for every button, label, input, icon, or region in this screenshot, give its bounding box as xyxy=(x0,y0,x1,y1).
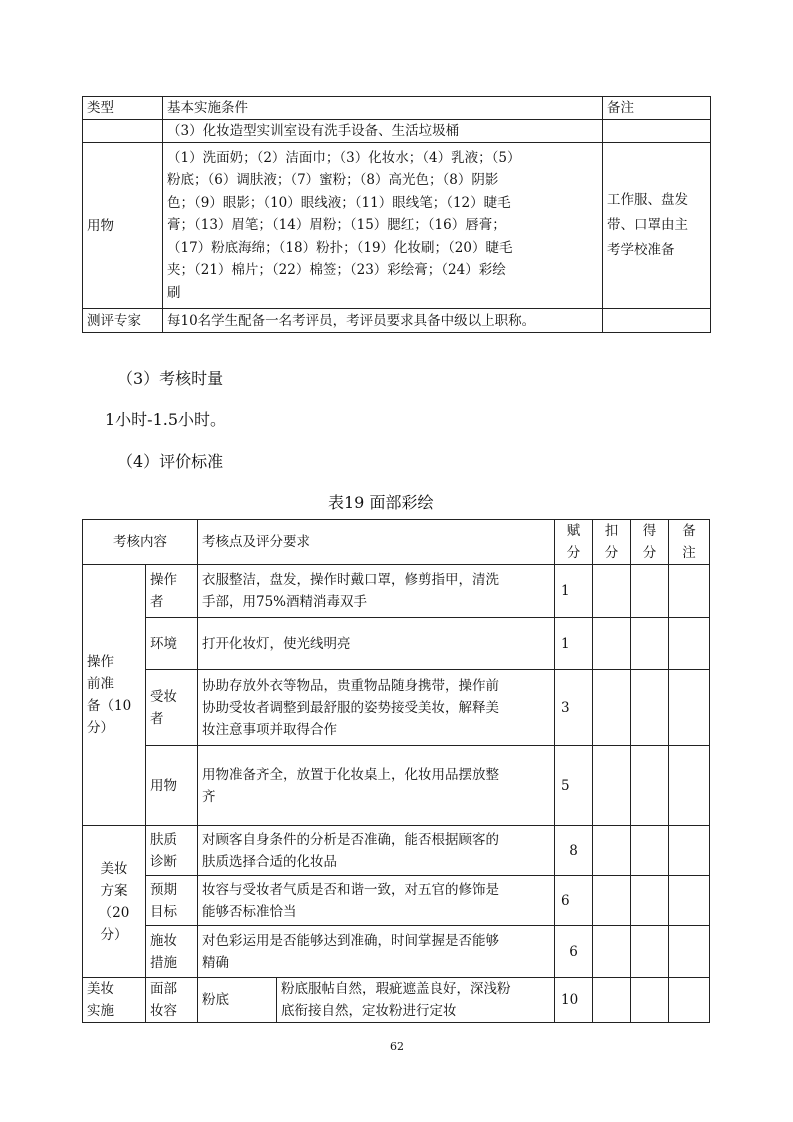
note-cell xyxy=(669,618,710,670)
type-cell: 测评专家 xyxy=(83,309,163,333)
sub-label-line: 妆容 xyxy=(150,1003,177,1019)
note-line: 考学校准备 xyxy=(607,242,675,258)
criteria-cell xyxy=(198,876,555,926)
items-line: 粉底；（6）调肤液；（7）蜜粉；（8）高光色；（8）阴影 xyxy=(167,172,499,189)
header-score xyxy=(555,520,593,565)
group-label-line: 分） xyxy=(87,720,114,736)
criteria-line: 齐 xyxy=(202,788,216,805)
group-label xyxy=(83,826,146,978)
header-note-line: 注 xyxy=(682,545,696,561)
table-row xyxy=(83,120,711,143)
criteria-line: 手部，用75%酒精消毒双手 xyxy=(202,594,368,610)
note-cell xyxy=(669,978,710,1023)
items-line: 刷 xyxy=(167,284,181,301)
group-label-line: 分） xyxy=(100,926,128,943)
header-notes: 备注 xyxy=(603,97,711,120)
table-row xyxy=(83,618,710,670)
header-got xyxy=(631,520,669,565)
criteria-line: 粉底服帖自然，瑕疵遮盖良好，深浅粉 xyxy=(281,981,511,997)
criteria-line: 衣服整洁，盘发，操作时戴口罩，修剪指甲，清洗 xyxy=(202,572,499,588)
sub-label-line: 用物 xyxy=(150,777,177,794)
items-list-cell xyxy=(163,143,603,309)
deduct-cell xyxy=(593,565,631,618)
group-label-line: 美妆 xyxy=(100,860,128,877)
page-number: 62 xyxy=(390,1040,404,1053)
header-score-line: 分 xyxy=(566,545,581,561)
got-cell xyxy=(631,876,669,926)
criteria-cell xyxy=(198,565,555,618)
header-note-line: 备 xyxy=(682,523,696,539)
sub-label xyxy=(146,978,198,1023)
deduct-cell xyxy=(593,876,631,926)
score-cell: 3 xyxy=(555,670,593,746)
sub-label-line: 施妆 xyxy=(150,932,177,949)
criteria-line: 对顾客自身条件的分析是否准确，能否根据顾客的 xyxy=(202,831,499,848)
group-label-line: 美妆 xyxy=(87,981,114,997)
table-row xyxy=(83,978,710,1023)
criteria-cell xyxy=(277,978,555,1023)
table-row xyxy=(83,826,710,876)
items-line: 膏；（13）眉笔；（14）眉粉；（15）腮红；（16）唇膏； xyxy=(167,217,506,234)
header-type: 类型 xyxy=(83,97,163,120)
group-label xyxy=(83,978,146,1023)
header-deduct xyxy=(593,520,631,565)
criteria-line: 能够否标准恰当 xyxy=(202,903,297,920)
items-note-cell xyxy=(603,143,711,309)
header-deduct-line: 分 xyxy=(604,545,619,561)
conditions-table xyxy=(82,96,711,333)
type-cell xyxy=(83,120,163,143)
header-score-line: 赋 xyxy=(566,523,581,539)
note-cell xyxy=(669,565,710,618)
score-cell: 10 xyxy=(555,978,593,1023)
section-heading-eval: （4）评价标准 xyxy=(117,452,224,471)
got-cell xyxy=(631,746,669,826)
sub-label-line: 者 xyxy=(150,594,164,610)
items-line: 色；（9）眼影；（10）眼线液；（11）眼线笔；（12）睫毛 xyxy=(167,194,511,211)
header-conditions: 基本实施条件 xyxy=(163,97,603,120)
group-label-line: 实施 xyxy=(87,1003,114,1019)
deduct-cell xyxy=(593,926,631,978)
sub-label-line: 预期 xyxy=(150,881,177,898)
table-row xyxy=(83,143,711,309)
sub-label-line: 环境 xyxy=(150,635,177,652)
score-cell: 1 xyxy=(555,565,593,618)
sub-label-line: 措施 xyxy=(150,954,177,971)
group-label-line: 操作 xyxy=(87,654,114,670)
got-cell xyxy=(631,565,669,618)
table-caption: 表19 面部彩绘 xyxy=(328,493,434,512)
group-label-line: 方案 xyxy=(100,882,128,899)
deduct-cell xyxy=(593,826,631,876)
items-line: 夹；（21）棉片；（22）棉签；（23）彩绘膏；（24）彩绘 xyxy=(167,262,506,279)
table-row xyxy=(83,876,710,926)
sub-label-line: 诊断 xyxy=(150,853,177,870)
table-row xyxy=(83,746,710,826)
criteria-line: 肤质选择合适的化妆品 xyxy=(202,853,337,870)
header-points: 考核点及评分要求 xyxy=(198,520,555,565)
sub-label-line: 操作 xyxy=(150,572,177,588)
header-got-line: 分 xyxy=(642,545,657,561)
type-cell: 用物 xyxy=(83,143,163,309)
score-cell: 6 xyxy=(555,876,593,926)
score-cell: 8 xyxy=(555,826,593,876)
note-cell xyxy=(669,826,710,876)
criteria-cell xyxy=(198,670,555,746)
criteria-line: 对色彩运用是否能够达到准确，时间掌握是否能够 xyxy=(202,932,499,949)
criteria-cell xyxy=(198,746,555,826)
table-row xyxy=(83,926,710,978)
criteria-line: 协助受妆者调整到最舒服的姿势接受美妆，解释美 xyxy=(202,699,499,716)
sub-label-line: 受妆 xyxy=(150,688,177,705)
notes-cell xyxy=(603,309,711,333)
group-label-line: 前准 xyxy=(87,676,114,692)
sub-label-line: 目标 xyxy=(150,903,177,920)
items-line: （17）粉底海绵；（18）粉扑；（19）化妆刷；（20）睫毛 xyxy=(167,239,513,256)
criteria-line: 协助存放外衣等物品，贵重物品随身携带，操作前 xyxy=(202,677,499,694)
criteria-line: 用物准备齐全，放置于化妆桌上，化妆用品摆放整 xyxy=(202,766,499,783)
notes-cell xyxy=(603,120,711,143)
sub-label-line: 肤质 xyxy=(150,831,177,848)
table-row xyxy=(83,565,710,618)
note-cell xyxy=(669,746,710,826)
group-label xyxy=(83,565,146,826)
criteria-line: 打开化妆灯，使光线明亮 xyxy=(202,635,351,652)
sub-label-line: 者 xyxy=(150,710,164,727)
header-got-line: 得 xyxy=(642,523,657,539)
sub-label xyxy=(146,876,198,926)
sub-label xyxy=(146,670,198,746)
time-text: 1小时-1.5小时。 xyxy=(105,410,227,429)
sub-label xyxy=(146,565,198,618)
section-heading-time: （3）考核时量 xyxy=(117,369,224,388)
header-deduct-line: 扣 xyxy=(604,523,619,539)
table-row xyxy=(83,309,711,333)
table-header-row xyxy=(83,520,710,565)
score-cell: 5 xyxy=(555,746,593,826)
deduct-cell xyxy=(593,618,631,670)
criteria-cell xyxy=(198,618,555,670)
note-cell xyxy=(669,876,710,926)
header-content: 考核内容 xyxy=(83,520,198,565)
sub-label xyxy=(146,926,198,978)
header-note xyxy=(669,520,710,565)
criteria-line: 妆容与受妆者气质是否和谐一致，对五官的修饰是 xyxy=(202,881,499,898)
sub-label xyxy=(146,746,198,826)
note-cell xyxy=(669,670,710,746)
got-cell xyxy=(631,978,669,1023)
criteria-cell xyxy=(198,826,555,876)
expert-cell: 每10名学生配备一名考评员，考评员要求具备中级以上职称。 xyxy=(163,309,603,333)
got-cell xyxy=(631,926,669,978)
criteria-line: 妆注意事项并取得合作 xyxy=(202,721,337,738)
note-line: 工作服、盘发 xyxy=(607,192,688,208)
group-label-line: （20 xyxy=(98,904,130,921)
deduct-cell xyxy=(593,746,631,826)
sub-label xyxy=(146,618,198,670)
score-cell: 6 xyxy=(555,926,593,978)
sub-label-line: 面部 xyxy=(150,981,177,997)
got-cell xyxy=(631,670,669,746)
criteria-line: 底衔接自然，定妆粉进行定妆 xyxy=(281,1003,457,1019)
group-label-line: 备（10 xyxy=(87,698,132,714)
items-line: （1）洗面奶；（2）洁面巾；（3）化妆水；（4）乳液；（5） xyxy=(167,149,521,166)
criteria-cell xyxy=(198,926,555,978)
note-line: 带、口罩由主 xyxy=(607,217,688,233)
score-cell: 1 xyxy=(555,618,593,670)
evaluation-table xyxy=(82,519,710,1023)
note-cell xyxy=(669,926,710,978)
table-row xyxy=(83,670,710,746)
deduct-cell xyxy=(593,978,631,1023)
got-cell xyxy=(631,618,669,670)
deduct-cell xyxy=(593,670,631,746)
criteria-line: 精确 xyxy=(202,954,229,971)
item-label: 粉底 xyxy=(198,978,277,1023)
conditions-cell: （3）化妆造型实训室设有洗手设备、生活垃圾桶 xyxy=(163,120,603,143)
table-header-row xyxy=(83,97,711,120)
sub-label xyxy=(146,826,198,876)
got-cell xyxy=(631,826,669,876)
